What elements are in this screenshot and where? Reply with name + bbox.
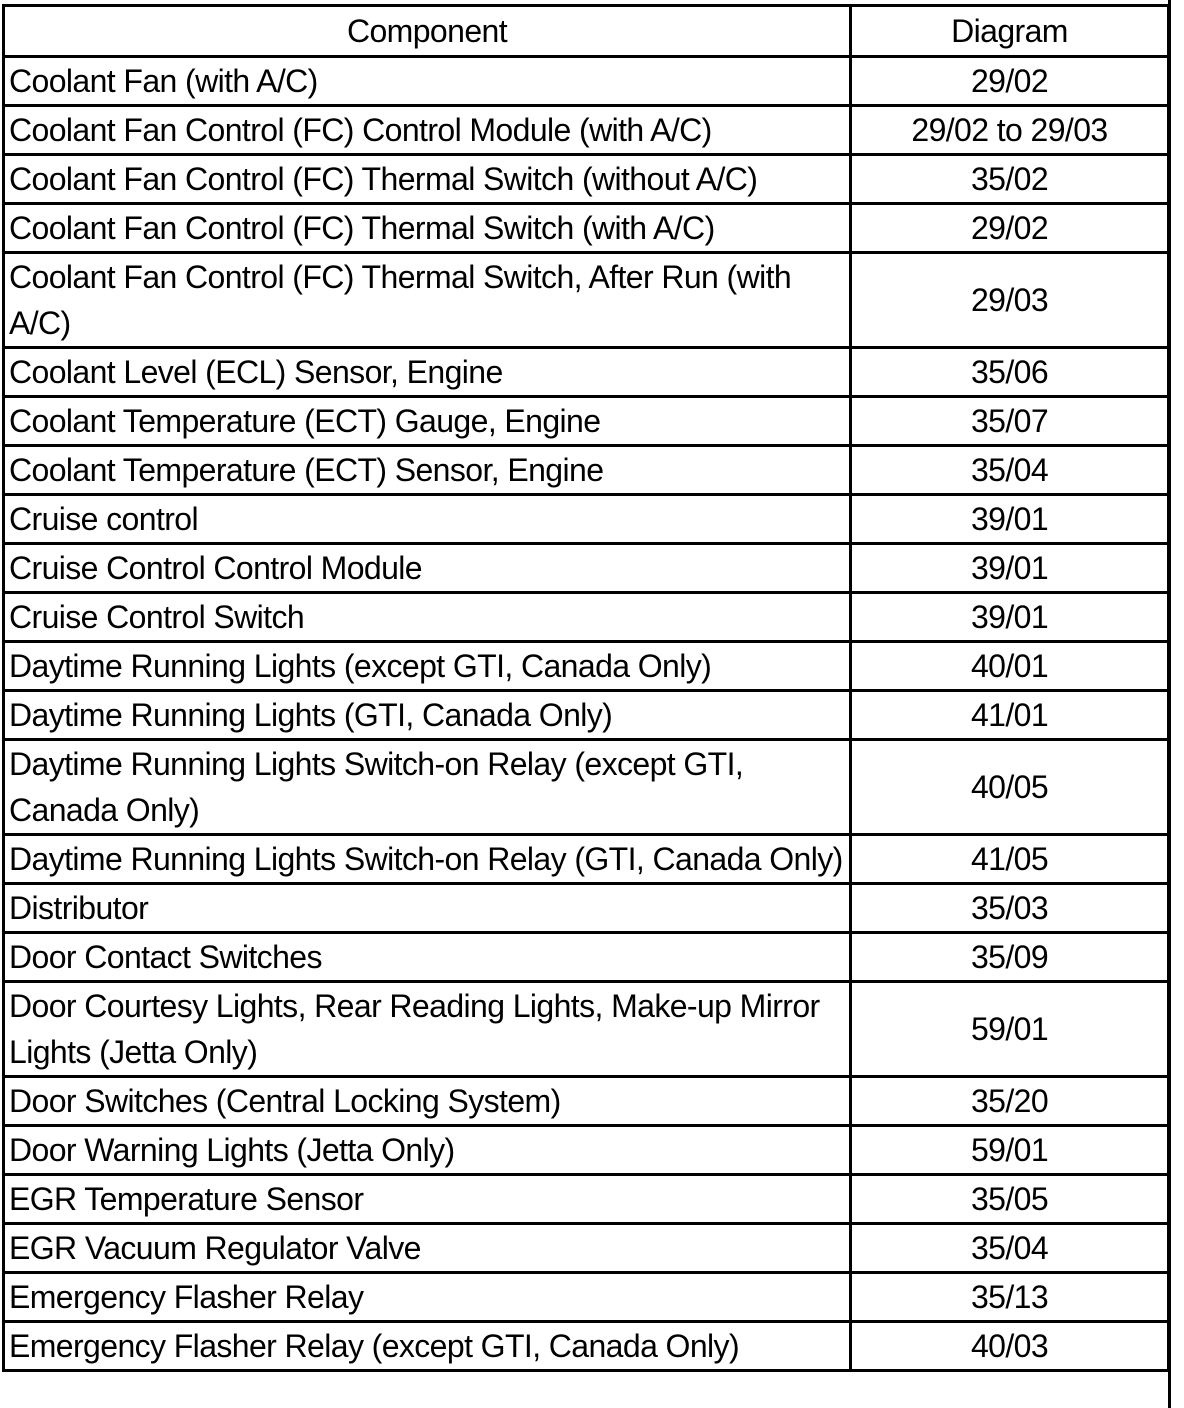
diagram-cell: 59/01 (851, 982, 1169, 1077)
component-cell: EGR Temperature Sensor (4, 1175, 851, 1224)
component-cell: Daytime Running Lights Switch-on Relay (GTI, Canada Only) (4, 835, 851, 884)
diagram-cell: 29/02 (851, 204, 1169, 253)
table-row (4, 835, 1169, 884)
table-row (4, 544, 1169, 593)
table-row (4, 155, 1169, 204)
component-column-header: Component (4, 6, 851, 57)
table-row (4, 397, 1169, 446)
diagram-cell: 35/07 (851, 397, 1169, 446)
diagram-cell: 40/05 (851, 740, 1169, 835)
table-row (4, 1273, 1169, 1322)
diagram-cell: 35/04 (851, 446, 1169, 495)
diagram-cell: 35/20 (851, 1077, 1169, 1126)
diagram-cell: 41/05 (851, 835, 1169, 884)
diagram-cell: 29/02 (851, 57, 1169, 106)
component-cell: Coolant Fan Control (FC) Thermal Switch (without A/C) (4, 155, 851, 204)
table-row (4, 57, 1169, 106)
diagram-cell: 35/06 (851, 348, 1169, 397)
table-row (4, 933, 1169, 982)
table-row (4, 1126, 1169, 1175)
component-cell: EGR Vacuum Regulator Valve (4, 1224, 851, 1273)
table-row (4, 642, 1169, 691)
table-row (4, 1224, 1169, 1273)
diagram-cell: 35/03 (851, 884, 1169, 933)
component-cell: Cruise control (4, 495, 851, 544)
table-header-row (4, 6, 1169, 57)
component-cell: Coolant Level (ECL) Sensor, Engine (4, 348, 851, 397)
table-row (4, 253, 1169, 348)
diagram-cell: 40/01 (851, 642, 1169, 691)
component-cell: Coolant Fan Control (FC) Thermal Switch (with A/C) (4, 204, 851, 253)
component-diagram-table (2, 4, 1170, 1372)
table-row (4, 204, 1169, 253)
diagram-cell: 29/03 (851, 253, 1169, 348)
diagram-cell: 39/01 (851, 544, 1169, 593)
component-cell: Door Courtesy Lights, Rear Reading Lights, Make-up Mirror Lights (Jetta Only) (4, 982, 851, 1077)
table-row (4, 348, 1169, 397)
component-cell: Coolant Fan Control (FC) Control Module (with A/C) (4, 106, 851, 155)
component-cell: Cruise Control Control Module (4, 544, 851, 593)
table-row (4, 982, 1169, 1077)
component-cell: Door Contact Switches (4, 933, 851, 982)
table-row (4, 446, 1169, 495)
diagram-cell: 40/03 (851, 1322, 1169, 1371)
component-cell: Coolant Temperature (ECT) Sensor, Engine (4, 446, 851, 495)
component-cell: Daytime Running Lights Switch-on Relay (except GTI, Canada Only) (4, 740, 851, 835)
diagram-cell: 59/01 (851, 1126, 1169, 1175)
component-cell: Door Warning Lights (Jetta Only) (4, 1126, 851, 1175)
component-cell: Coolant Fan (with A/C) (4, 57, 851, 106)
component-cell: Door Switches (Central Locking System) (4, 1077, 851, 1126)
diagram-cell: 39/01 (851, 593, 1169, 642)
component-cell: Daytime Running Lights (except GTI, Canada Only) (4, 642, 851, 691)
diagram-cell: 35/02 (851, 155, 1169, 204)
diagram-cell: 35/09 (851, 933, 1169, 982)
diagram-cell: 35/13 (851, 1273, 1169, 1322)
table-row (4, 106, 1169, 155)
component-cell: Daytime Running Lights (GTI, Canada Only) (4, 691, 851, 740)
table-row (4, 1077, 1169, 1126)
right-border-line (1168, 0, 1171, 1408)
diagram-cell: 29/02 to 29/03 (851, 106, 1169, 155)
diagram-cell: 35/05 (851, 1175, 1169, 1224)
component-cell: Distributor (4, 884, 851, 933)
component-cell: Coolant Fan Control (FC) Thermal Switch, After Run (with A/C) (4, 253, 851, 348)
table-row (4, 884, 1169, 933)
table-row (4, 1322, 1169, 1371)
component-cell: Emergency Flasher Relay (except GTI, Canada Only) (4, 1322, 851, 1371)
diagram-cell: 39/01 (851, 495, 1169, 544)
table-row (4, 691, 1169, 740)
diagram-cell: 41/01 (851, 691, 1169, 740)
diagram-cell: 35/04 (851, 1224, 1169, 1273)
component-cell: Emergency Flasher Relay (4, 1273, 851, 1322)
component-cell: Cruise Control Switch (4, 593, 851, 642)
table-row (4, 1175, 1169, 1224)
table-row (4, 740, 1169, 835)
table-row (4, 495, 1169, 544)
table-row (4, 593, 1169, 642)
diagram-column-header: Diagram (851, 6, 1169, 57)
component-cell: Coolant Temperature (ECT) Gauge, Engine (4, 397, 851, 446)
